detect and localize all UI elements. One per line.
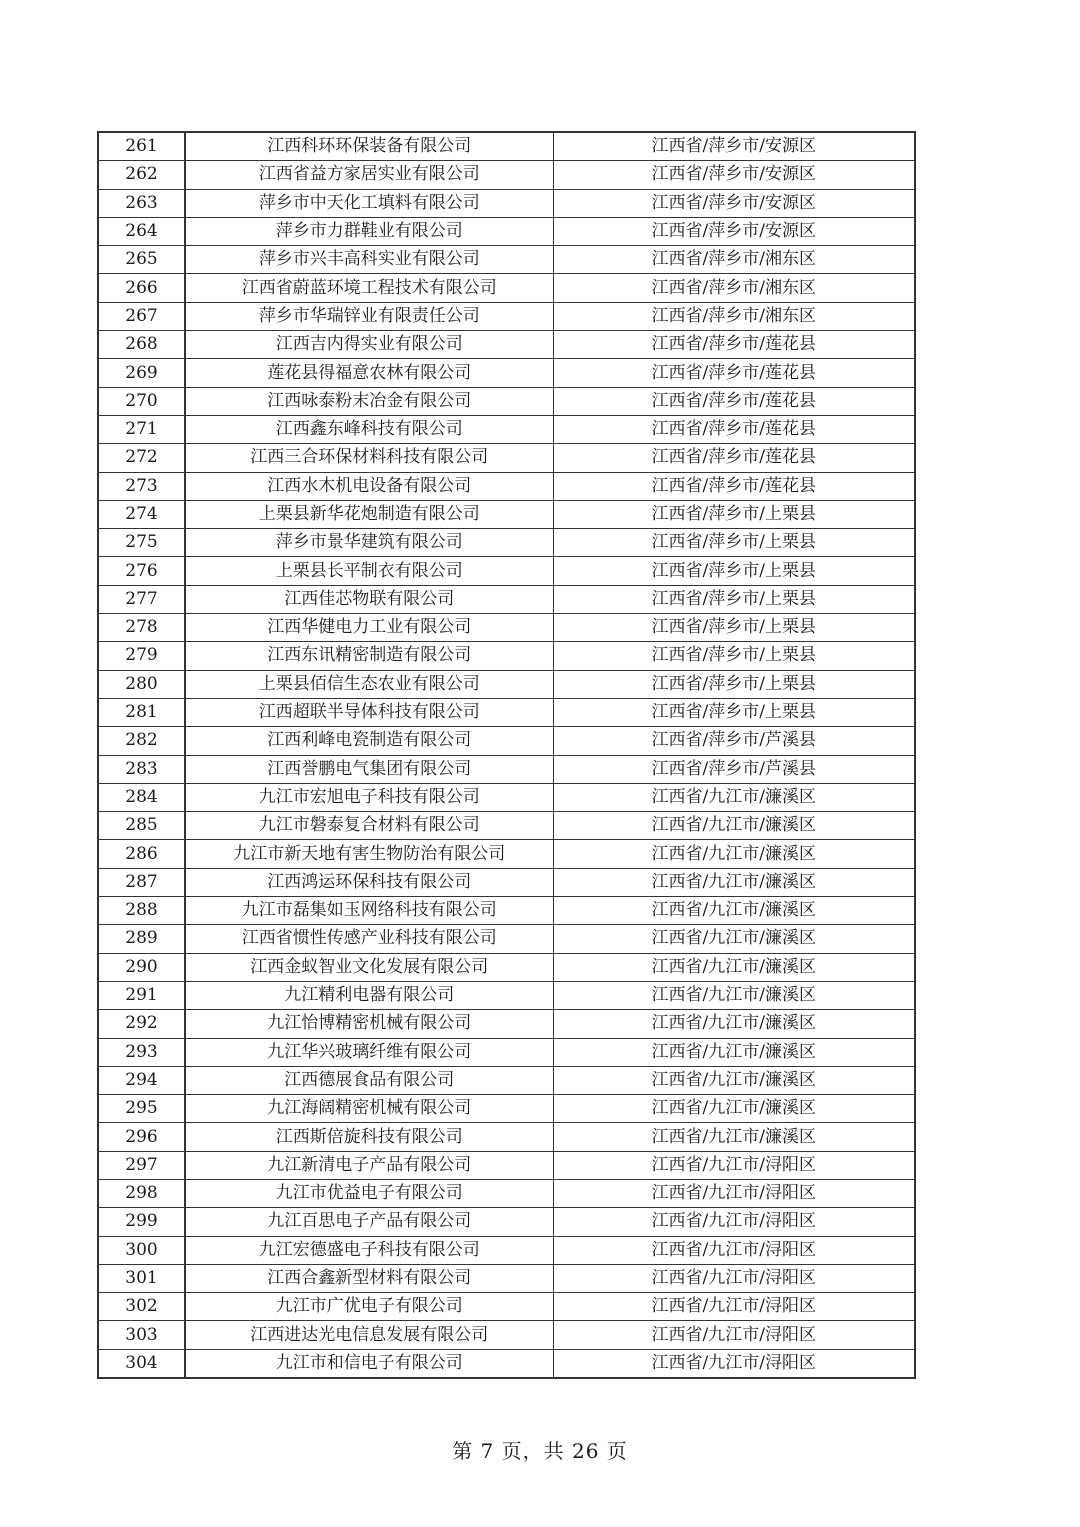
location: 江西省/萍乡市/安源区 [553,161,915,189]
location: 江西省/九江市/濂溪区 [553,783,915,811]
page-footer: 第 7 页，共 26 页 [452,1439,628,1463]
location: 江西省/萍乡市/上栗县 [553,557,915,585]
company-name: 江西科环环保装备有限公司 [185,132,553,161]
row-number: 269 [98,359,185,387]
company-name: 九江新清电子产品有限公司 [185,1151,553,1179]
location: 江西省/萍乡市/莲花县 [553,387,915,415]
location: 江西省/萍乡市/安源区 [553,217,915,245]
table-row [98,698,915,726]
table-row [98,755,915,783]
company-name: 江西利峰电瓷制造有限公司 [185,727,553,755]
table-row [98,670,915,698]
location: 江西省/九江市/濂溪区 [553,1095,915,1123]
company-name: 江西咏泰粉末冶金有限公司 [185,387,553,415]
location: 江西省/萍乡市/上栗县 [553,529,915,557]
location: 江西省/萍乡市/湘东区 [553,246,915,274]
table-row [98,161,915,189]
company-name: 九江精利电器有限公司 [185,981,553,1009]
company-name: 九江怡博精密机械有限公司 [185,1010,553,1038]
row-number: 284 [98,783,185,811]
row-number: 265 [98,246,185,274]
row-number: 261 [98,132,185,161]
row-number: 271 [98,415,185,443]
location: 江西省/九江市/濂溪区 [553,1123,915,1151]
location: 江西省/九江市/浔阳区 [553,1349,915,1378]
table-row [98,1179,915,1207]
table-row [98,1010,915,1038]
row-number: 262 [98,161,185,189]
company-name: 九江市广优电子有限公司 [185,1293,553,1321]
company-name: 九江宏德盛电子科技有限公司 [185,1236,553,1264]
table-row [98,274,915,302]
row-number: 294 [98,1066,185,1094]
table-row [98,1293,915,1321]
company-name: 九江市优益电子有限公司 [185,1179,553,1207]
company-name: 江西誉鹏电气集团有限公司 [185,755,553,783]
row-number: 268 [98,331,185,359]
row-number: 287 [98,868,185,896]
row-number: 298 [98,1179,185,1207]
location: 江西省/九江市/濂溪区 [553,925,915,953]
table-row [98,1236,915,1264]
row-number: 273 [98,472,185,500]
row-number: 267 [98,302,185,330]
row-number: 270 [98,387,185,415]
location: 江西省/九江市/濂溪区 [553,1038,915,1066]
row-number: 291 [98,981,185,1009]
company-name: 九江市磊集如玉网络科技有限公司 [185,897,553,925]
row-number: 274 [98,500,185,528]
location: 江西省/萍乡市/莲花县 [553,415,915,443]
company-name: 九江市磐泰复合材料有限公司 [185,812,553,840]
location: 江西省/九江市/濂溪区 [553,1010,915,1038]
company-name: 莲花县得福意农林有限公司 [185,359,553,387]
table-row [98,1066,915,1094]
table-row [98,444,915,472]
table-row [98,1264,915,1292]
row-number: 285 [98,812,185,840]
company-name: 上栗县佰信生态农业有限公司 [185,670,553,698]
company-name: 江西水木机电设备有限公司 [185,472,553,500]
company-name: 萍乡市景华建筑有限公司 [185,529,553,557]
location: 江西省/九江市/濂溪区 [553,812,915,840]
row-number: 302 [98,1293,185,1321]
location: 江西省/萍乡市/湘东区 [553,274,915,302]
table-row [98,1208,915,1236]
location: 江西省/萍乡市/上栗县 [553,585,915,613]
table-row [98,585,915,613]
location: 江西省/九江市/濂溪区 [553,953,915,981]
table-row [98,472,915,500]
location: 江西省/萍乡市/芦溪县 [553,727,915,755]
company-name: 上栗县长平制衣有限公司 [185,557,553,585]
table-row [98,981,915,1009]
row-number: 301 [98,1264,185,1292]
company-name: 江西省蔚蓝环境工程技术有限公司 [185,274,553,302]
company-name: 江西鸿运环保科技有限公司 [185,868,553,896]
company-name: 九江市宏旭电子科技有限公司 [185,783,553,811]
company-name: 江西合鑫新型材料有限公司 [185,1264,553,1292]
row-number: 278 [98,614,185,642]
row-number: 282 [98,727,185,755]
row-number: 277 [98,585,185,613]
table-row [98,614,915,642]
company-name: 江西省益方家居实业有限公司 [185,161,553,189]
location: 江西省/九江市/濂溪区 [553,981,915,1009]
row-number: 304 [98,1349,185,1378]
location: 江西省/萍乡市/安源区 [553,189,915,217]
location: 江西省/九江市/濂溪区 [553,840,915,868]
row-number: 296 [98,1123,185,1151]
location: 江西省/萍乡市/上栗县 [553,670,915,698]
table-row [98,1095,915,1123]
location: 江西省/九江市/浔阳区 [553,1151,915,1179]
table-row [98,925,915,953]
location: 江西省/九江市/浔阳区 [553,1236,915,1264]
row-number: 288 [98,897,185,925]
row-number: 280 [98,670,185,698]
location: 江西省/九江市/浔阳区 [553,1293,915,1321]
company-name: 江西超联半导体科技有限公司 [185,698,553,726]
row-number: 263 [98,189,185,217]
location: 江西省/萍乡市/上栗县 [553,614,915,642]
table-row [98,500,915,528]
table-row [98,727,915,755]
row-number: 289 [98,925,185,953]
company-name: 萍乡市力群鞋业有限公司 [185,217,553,245]
location: 江西省/萍乡市/芦溪县 [553,755,915,783]
table-row [98,783,915,811]
row-number: 303 [98,1321,185,1349]
company-name: 江西佳芯物联有限公司 [185,585,553,613]
location: 江西省/九江市/濂溪区 [553,897,915,925]
company-name: 江西东讯精密制造有限公司 [185,642,553,670]
row-number: 293 [98,1038,185,1066]
table-row [98,642,915,670]
company-name: 九江市和信电子有限公司 [185,1349,553,1378]
table-row [98,189,915,217]
table-row [98,132,915,161]
company-name: 江西金蚁智业文化发展有限公司 [185,953,553,981]
location: 江西省/萍乡市/上栗县 [553,698,915,726]
table-row [98,1038,915,1066]
location: 江西省/萍乡市/湘东区 [553,302,915,330]
location: 江西省/九江市/浔阳区 [553,1321,915,1349]
location: 江西省/萍乡市/莲花县 [553,472,915,500]
table-row [98,840,915,868]
company-name: 萍乡市中天化工填料有限公司 [185,189,553,217]
company-name: 江西德展食品有限公司 [185,1066,553,1094]
table-row [98,387,915,415]
row-number: 290 [98,953,185,981]
location: 江西省/九江市/浔阳区 [553,1208,915,1236]
row-number: 299 [98,1208,185,1236]
row-number: 279 [98,642,185,670]
table-row [98,1151,915,1179]
location: 江西省/萍乡市/安源区 [553,132,915,161]
row-number: 295 [98,1095,185,1123]
location: 江西省/萍乡市/莲花县 [553,444,915,472]
company-name: 上栗县新华花炮制造有限公司 [185,500,553,528]
table-row [98,1349,915,1378]
company-name: 江西省惯性传感产业科技有限公司 [185,925,553,953]
company-name: 九江海阔精密机械有限公司 [185,1095,553,1123]
row-number: 266 [98,274,185,302]
company-name: 萍乡市华瑞锌业有限责任公司 [185,302,553,330]
company-name: 江西鑫东峰科技有限公司 [185,415,553,443]
table-row [98,217,915,245]
company-table [97,131,916,1379]
row-number: 286 [98,840,185,868]
row-number: 264 [98,217,185,245]
table-row [98,359,915,387]
company-name: 九江华兴玻璃纤维有限公司 [185,1038,553,1066]
table-row [98,897,915,925]
table-row [98,812,915,840]
row-number: 283 [98,755,185,783]
row-number: 276 [98,557,185,585]
row-number: 281 [98,698,185,726]
row-number: 300 [98,1236,185,1264]
table-row [98,415,915,443]
company-name: 九江百思电子产品有限公司 [185,1208,553,1236]
company-name: 江西三合环保材料科技有限公司 [185,444,553,472]
table-row [98,1123,915,1151]
table-row [98,302,915,330]
row-number: 292 [98,1010,185,1038]
table-row [98,1321,915,1349]
location: 江西省/九江市/浔阳区 [553,1264,915,1292]
table-row [98,868,915,896]
row-number: 275 [98,529,185,557]
row-number: 272 [98,444,185,472]
company-name: 江西华健电力工业有限公司 [185,614,553,642]
location: 江西省/九江市/濂溪区 [553,868,915,896]
location: 江西省/萍乡市/上栗县 [553,642,915,670]
company-name: 萍乡市兴丰高科实业有限公司 [185,246,553,274]
location: 江西省/萍乡市/莲花县 [553,331,915,359]
location: 江西省/九江市/浔阳区 [553,1179,915,1207]
company-name: 九江市新天地有害生物防治有限公司 [185,840,553,868]
table-row [98,557,915,585]
row-number: 297 [98,1151,185,1179]
company-name: 江西吉内得实业有限公司 [185,331,553,359]
location: 江西省/萍乡市/上栗县 [553,500,915,528]
company-name: 江西斯倍旋科技有限公司 [185,1123,553,1151]
table-row [98,529,915,557]
table-row [98,953,915,981]
company-name: 江西进达光电信息发展有限公司 [185,1321,553,1349]
location: 江西省/九江市/濂溪区 [553,1066,915,1094]
table-row [98,331,915,359]
table-row [98,246,915,274]
location: 江西省/萍乡市/莲花县 [553,359,915,387]
